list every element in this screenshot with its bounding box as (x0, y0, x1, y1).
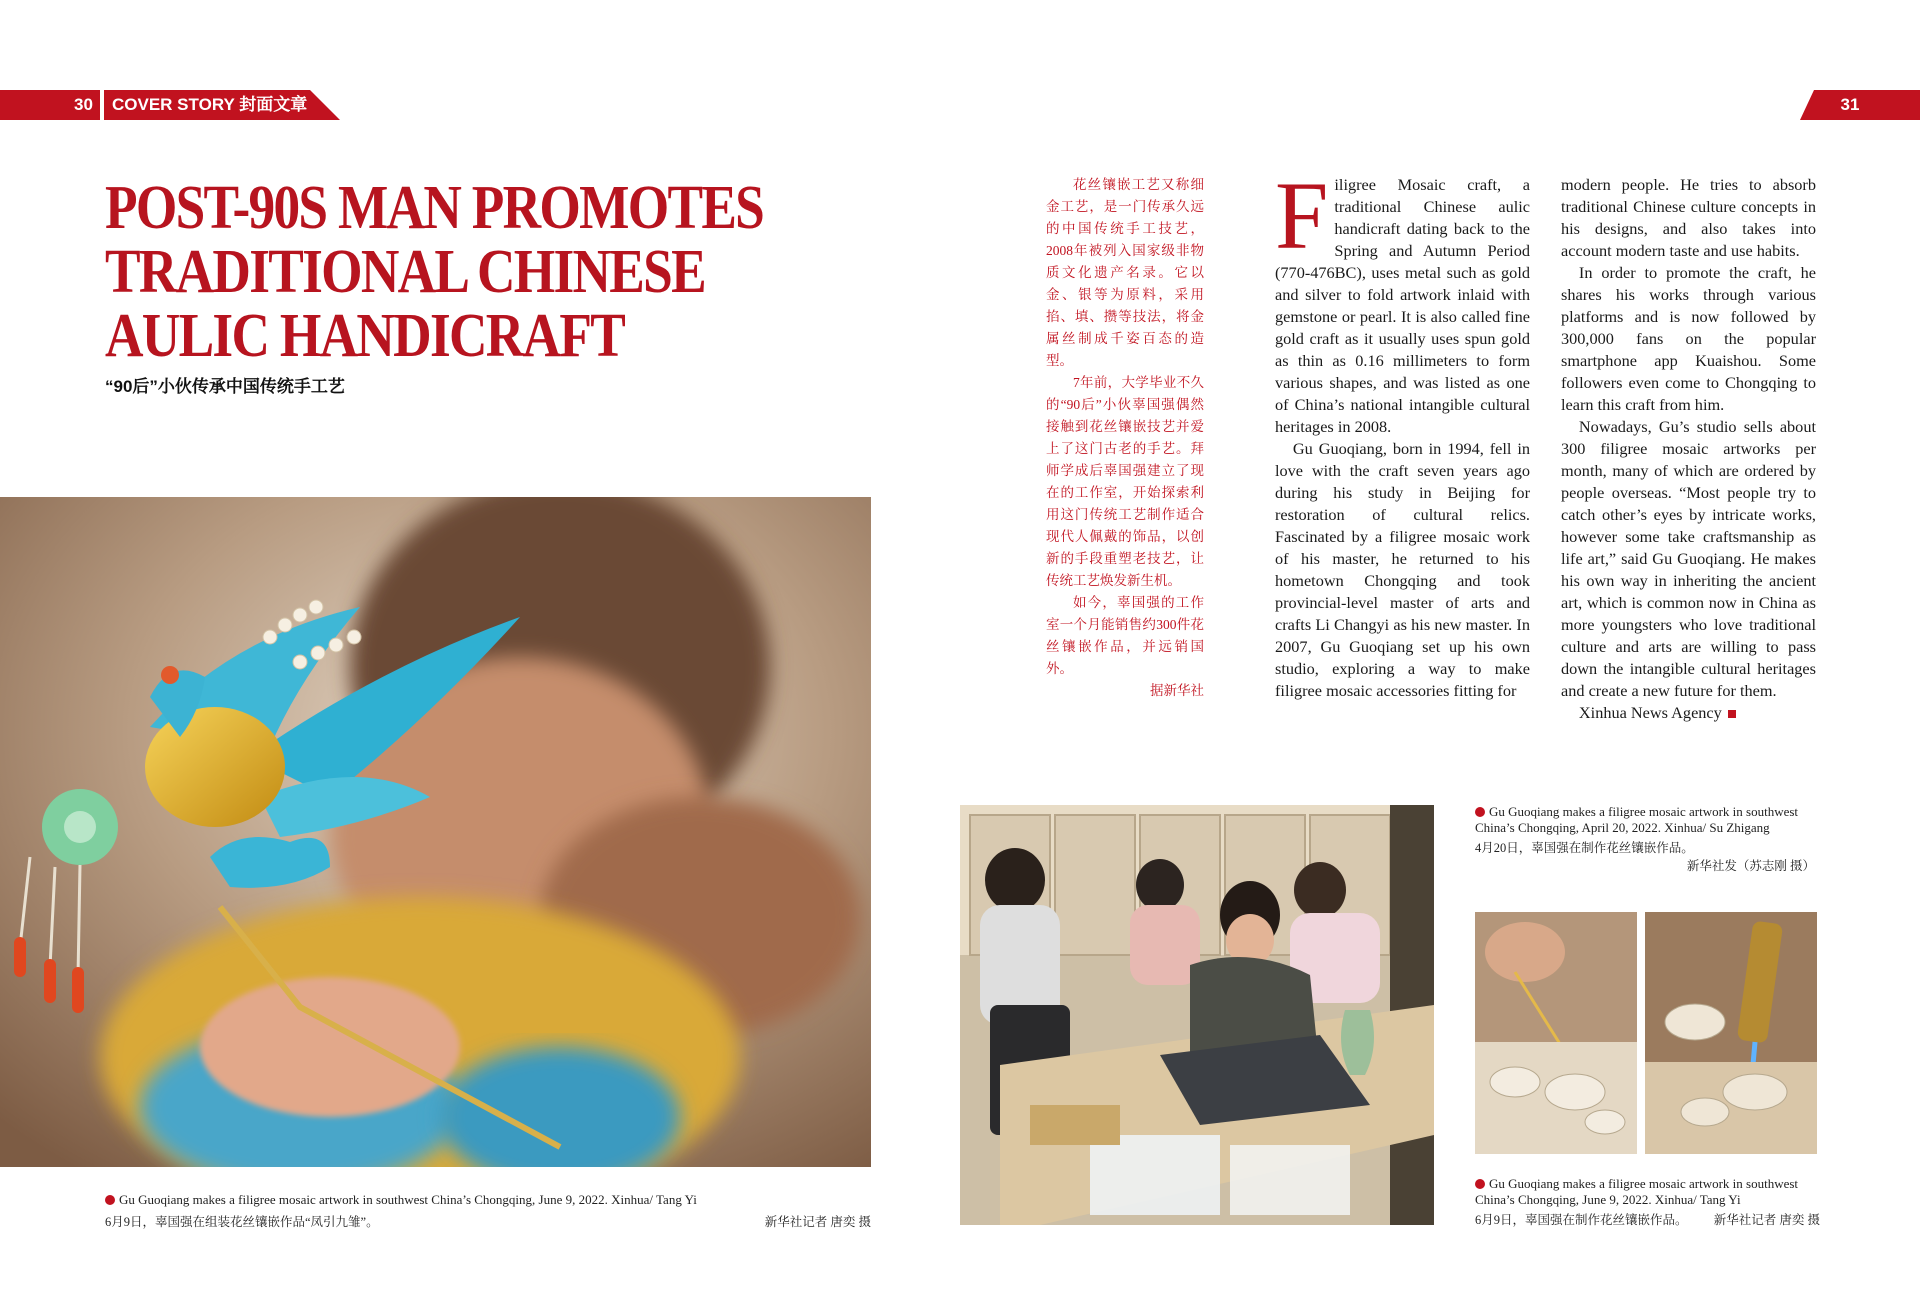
title-line-1: POST-90S MAN PROMOTES (105, 174, 764, 242)
right-page-number: 31 (1840, 95, 1860, 114)
chinese-paragraph: 7年前，大学毕业不久的“90后”小伙辜国强偶然接触到花丝镶嵌技艺并爱上了这门古老的手艺。拜师学成后辜国强建立了现在的工作室，开始探索利用这门传统工艺制作适合现代人佩戴的饰品，以创新的手段重塑老技艺，让传统工艺焕发新生机。 (1046, 375, 1204, 588)
camera-icon (1475, 1179, 1485, 1189)
chinese-summary (1046, 174, 1204, 702)
caption-text-cn: 6月9日，辜国强在制作花丝镶嵌作品。 (1475, 1213, 1688, 1227)
page-title (105, 174, 764, 370)
header-divider (100, 90, 104, 120)
article-column-2 (1561, 174, 1816, 724)
caption-text-cn: 6月9日，辜国强在组装花丝镶嵌作品“凤引九雏”。 (105, 1215, 379, 1229)
detail-photo-2 (1645, 912, 1817, 1154)
detail-photo-1 (1475, 912, 1637, 1154)
filling-wire-image (1475, 912, 1637, 1154)
detail-photo-caption (1475, 1176, 1820, 1208)
detail-photo-caption-cn (1475, 1212, 1820, 1228)
studio-photo-caption (1475, 804, 1820, 836)
chinese-source: 据新华社 (1150, 683, 1204, 698)
end-mark-icon (1728, 710, 1736, 718)
section-label: COVER STORY 封面文章 (112, 95, 308, 114)
article-paragraph: Gu Guoqiang, born in 1994, fell in love with the craft seven years ago during his study in Beijing for restoration of cultural relics. Fascinated by a filigree mosaic work of his master, he returned to his hometown Chongqing and took provincial-level master of arts and crafts Li Changyi as his new master. In 2007, Gu Guoqiang set up his own studio, exploring a way to make filigree mosaic accessories fitting for (1275, 439, 1530, 700)
main-photo-caption (105, 1192, 885, 1208)
article-paragraph (1275, 162, 1530, 438)
article-signoff (1561, 702, 1816, 724)
article-paragraph-text: iligree Mosaic craft, a traditional Chinese aulic handicraft dating back to the Spring and Autumn Period (770-476BC), uses metal such as gold and silver to fold artwork inlaid with gemstone or pearl. It is also called fine gold craft as it usually uses spun gold as thin as 0.16 millimeters to form various shapes, and was listed as one of China’s national intangible cultural heritages in 2008. (1275, 175, 1530, 436)
camera-icon (105, 1195, 115, 1205)
main-photo (0, 497, 871, 1167)
page-subtitle: “90后”小伙传承中国传统手工艺 (105, 377, 345, 396)
article-paragraph: modern people. He tries to absorb traditional Chinese culture concepts in his designs, and also takes into account modern taste and use habits. (1561, 175, 1816, 260)
left-page-number: 30 (74, 95, 93, 114)
main-photo-caption-cn (105, 1214, 871, 1230)
photo-credit: 新华社记者 唐奕 摄 (764, 1215, 871, 1229)
signoff-text: Xinhua News Agency (1578, 703, 1722, 722)
title-line-3: AULIC HANDICRAFT (105, 302, 625, 370)
chinese-paragraph: 花丝镶嵌工艺又称细金工艺，是一门传承久远的中国传统手工技艺，2008年被列入国家级非物质文化遗产名录。它以金、银等为原料，采用掐、填、攒等技法，将金属丝制成千姿百态的造型。 (1046, 177, 1204, 368)
studio-photo-caption-cn: 4月20日，辜国强在制作花丝镶嵌作品。 (1475, 841, 1694, 855)
article-column-1 (1275, 162, 1530, 702)
welding-torch-image (1645, 912, 1817, 1154)
photo-credit: 新华社发（苏志刚 摄） (1686, 859, 1815, 873)
camera-icon (1475, 807, 1485, 817)
photo-credit: 新华社记者 唐奕 摄 (1713, 1213, 1820, 1227)
caption-text: Gu Guoqiang makes a filigree mosaic artwork in southwest China’s Chongqing, April 20, 2022. Xinhua/ Su Zhigang (1475, 804, 1799, 835)
article-paragraph: In order to promote the craft, he shares his works through various platforms and is now followed by 300,000 fans on the popular smartphone app Kuaishou. Some followers even come to Chongqing to learn this craft from him. (1561, 263, 1816, 414)
title-line-2: TRADITIONAL CHINESE (105, 238, 705, 306)
chinese-paragraph: 如今，辜国强的工作室一个月能销售约300件花丝镶嵌作品，并远销国外。 (1046, 595, 1204, 676)
phoenix-artwork-image (0, 497, 871, 1167)
caption-text: Gu Guoqiang makes a filigree mosaic artwork in southwest China’s Chongqing, June 9, 2022. Xinhua/ Tang Yi (119, 1192, 697, 1207)
right-page-header (1800, 90, 1920, 120)
studio-scene-image (960, 805, 1434, 1225)
left-page-header (0, 90, 340, 120)
drop-cap: F (1275, 162, 1329, 269)
studio-photo (960, 805, 1434, 1225)
caption-text: Gu Guoqiang makes a filigree mosaic artwork in southwest China’s Chongqing, June 9, 2022. Xinhua/ Tang Yi (1475, 1176, 1799, 1207)
article-paragraph: Nowadays, Gu’s studio sells about 300 filigree mosaic artworks per month, many of which are ordered by people overseas. “Most people try to catch other’s eyes by intricate works, however some take craftsmanship as life art,” said Gu Guoqiang. He makes his own way in inheriting the ancient art, which is common now in China as more youngsters who love traditional culture and arts are willing to pass down the intangible cultural heritages and create a new future for them. (1561, 417, 1816, 700)
